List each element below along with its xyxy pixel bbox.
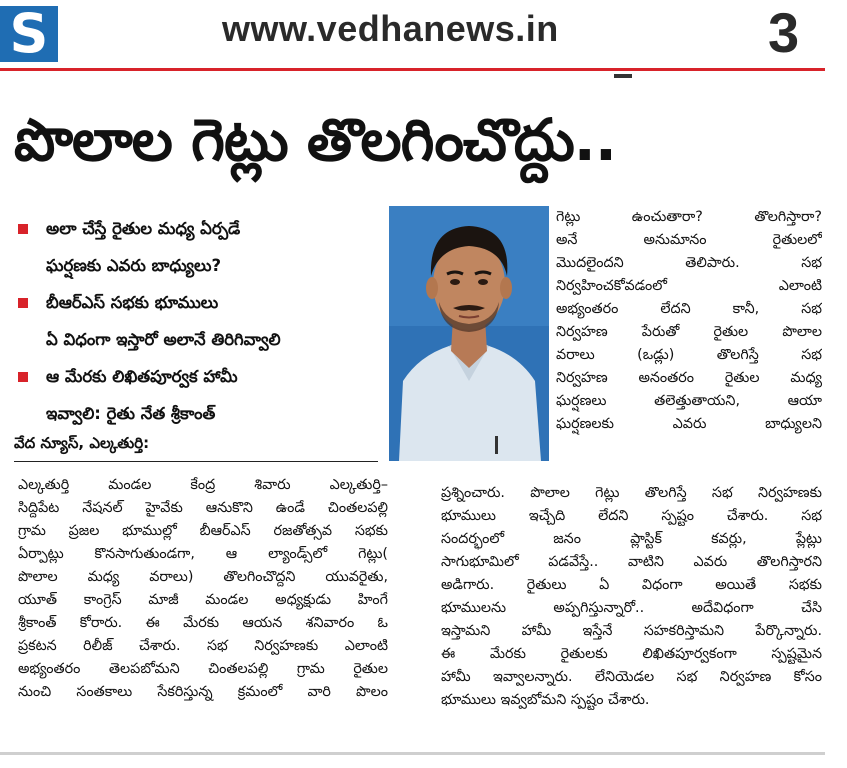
text-line: ఏర్పాట్లు కొనసాగుతుండగా, ఆ ల్యాండ్స్‌లో గెట్లు( [18, 546, 388, 562]
bullet-line: బీఆర్ఎస్ సభకు భూములు [46, 293, 219, 312]
bullet-marker-icon [18, 298, 28, 308]
text-line: భూములను అప్పగిస్తున్నారో.. అదేవిధంగా చేసి [441, 600, 822, 616]
text-line: శ్రీకాంత్ కోరారు. ఈ మేరకు ఆయన శనివారం ఓ [18, 615, 388, 631]
bullet-line: ఏ విధంగా ఇస్తారో అలానే తిరిగివ్వాలి [46, 330, 281, 349]
text-line: అభ్యంతరం లేదని కానీ, సభ [556, 301, 822, 317]
text-line: ప్రశ్నించారు. పొలాల గెట్లు తొలగిస్తే సభ నిర్వహణకు [441, 485, 822, 501]
text-line: సాగుభూమిలో పడవేస్తే.. వాటిని ఎవరు తొలగిస్తారని [441, 554, 822, 570]
text-line: సందర్భంలో జనం ప్లాస్టిక్ కవర్లు, ప్లేట్లు [441, 531, 822, 547]
text-line: నిర్వహించకోవడంలో ఎలాంటి [556, 278, 822, 294]
summary-bullet [18, 210, 378, 284]
text-line: హామీ ఇవ్వాలన్నారు. లేనియెడల సభ నిర్వహణ కోసం [441, 669, 822, 685]
text-line: సిద్దిపేట నేషనల్ హైవేకు ఆనుకొని ఉండే చింతలపల్లి [18, 500, 388, 516]
article-column-right-top [556, 206, 822, 436]
text-line: ప్రకటన రిలీజ్ చేశారు. సభ నిర్వహణకు ఎలాంటి [18, 638, 388, 654]
text-line: నిర్వహణ అనంతరం రైతుల మధ్య [556, 370, 822, 386]
text-line: మొదలైందని తెలిపారు. సభ [556, 255, 822, 271]
newspaper-logo [0, 6, 58, 62]
text-line: వరాలు (ఒడ్లు) తొలగిస్తే సభ [556, 347, 822, 363]
person-portrait-icon [389, 206, 549, 461]
page-bottom-rule [0, 752, 825, 755]
text-line: అడిగారు. రైతులు ఏ విధంగా అయితే సభకు [441, 577, 822, 593]
text-line: పొలాల మధ్య వరాలు) తొలగించొద్దని యువరైతు, [18, 569, 388, 585]
text-line: యూత్ కాంగ్రెస్ మాజీ మండల అధ్యక్షుడు హింగే [18, 592, 388, 608]
bullet-line: ఇవ్వాలి: రైతు నేత శ్రీకాంత్ [46, 404, 216, 423]
text-line: భూములు ఇచ్చేది లేదని స్పష్టం చేశారు. సభ [441, 508, 822, 524]
text-line: ఎల్కతుర్తి మండల కేంద్ర శివారు ఎల్కతుర్తి– [18, 477, 388, 493]
text-line: ఘర్షణలకు ఎవరు బాధ్యులని [556, 416, 822, 432]
website-url[interactable]: www.vedhanews.in [222, 8, 559, 49]
text-line: అనే అనుమానం రైతులలో [556, 232, 822, 248]
bullet-line: ఘర్షణకు ఎవరు బాధ్యులు? [46, 256, 222, 275]
summary-bullets [18, 210, 378, 432]
bullet-marker-icon [18, 224, 28, 234]
masthead-mark [614, 74, 632, 78]
summary-bullet [18, 284, 378, 358]
masthead-rule [0, 68, 825, 71]
bullet-marker-icon [18, 372, 28, 382]
text-line: ఘర్షణలు తలెత్తుతాయని, ఆయా [556, 393, 822, 409]
article-headline: పొలాల గెట్లు తొలగించొద్దు.. [14, 106, 616, 174]
summary-bullet [18, 358, 378, 432]
text-line: గ్రామ ప్రజల భూముల్లో బీఆర్ఎస్ రజతోత్సవ సభకు [18, 523, 388, 539]
article-column-right-bottom [441, 482, 822, 712]
page-number: 3 [768, 1, 800, 64]
text-line: ఇస్తామని హామీ ఇస్తేనే సహకరిస్తామని పేర్కొన్నారు. [441, 623, 822, 639]
logo-letter: S [9, 6, 49, 62]
byline-rule [14, 461, 378, 462]
text-line: అభ్యంతరం తెలపబోమని చింతలపల్లి గ్రామ రైతుల [18, 661, 388, 677]
bullet-line: ఆ మేరకు లిఖితపూర్వక హామీ [46, 367, 238, 386]
text-line: నిర్వహణ పేరుతో రైతుల పొలాల [556, 324, 822, 340]
portrait-photo [389, 206, 549, 461]
bullet-line: అలా చేస్తే రైతుల మధ్య ఏర్పడే [46, 219, 241, 238]
article-column-left [18, 474, 388, 704]
text-line: గెట్లు ఉంచుతారా? తొలగిస్తారా? [556, 209, 822, 225]
text-line: భూములు ఇవ్వబోమని స్పష్టం చేశారు. [441, 692, 650, 708]
text-line: నుంచి సంతకాలు సేకరిస్తున్న క్రమంలో వారి పొలం [18, 684, 388, 700]
byline: వేద న్యూస్, ఎల్కతుర్తి: [14, 434, 150, 452]
text-line: ఈ మేరకు రైతులకు లిఖితపూర్వకంగా స్పష్టమైన [441, 646, 822, 662]
